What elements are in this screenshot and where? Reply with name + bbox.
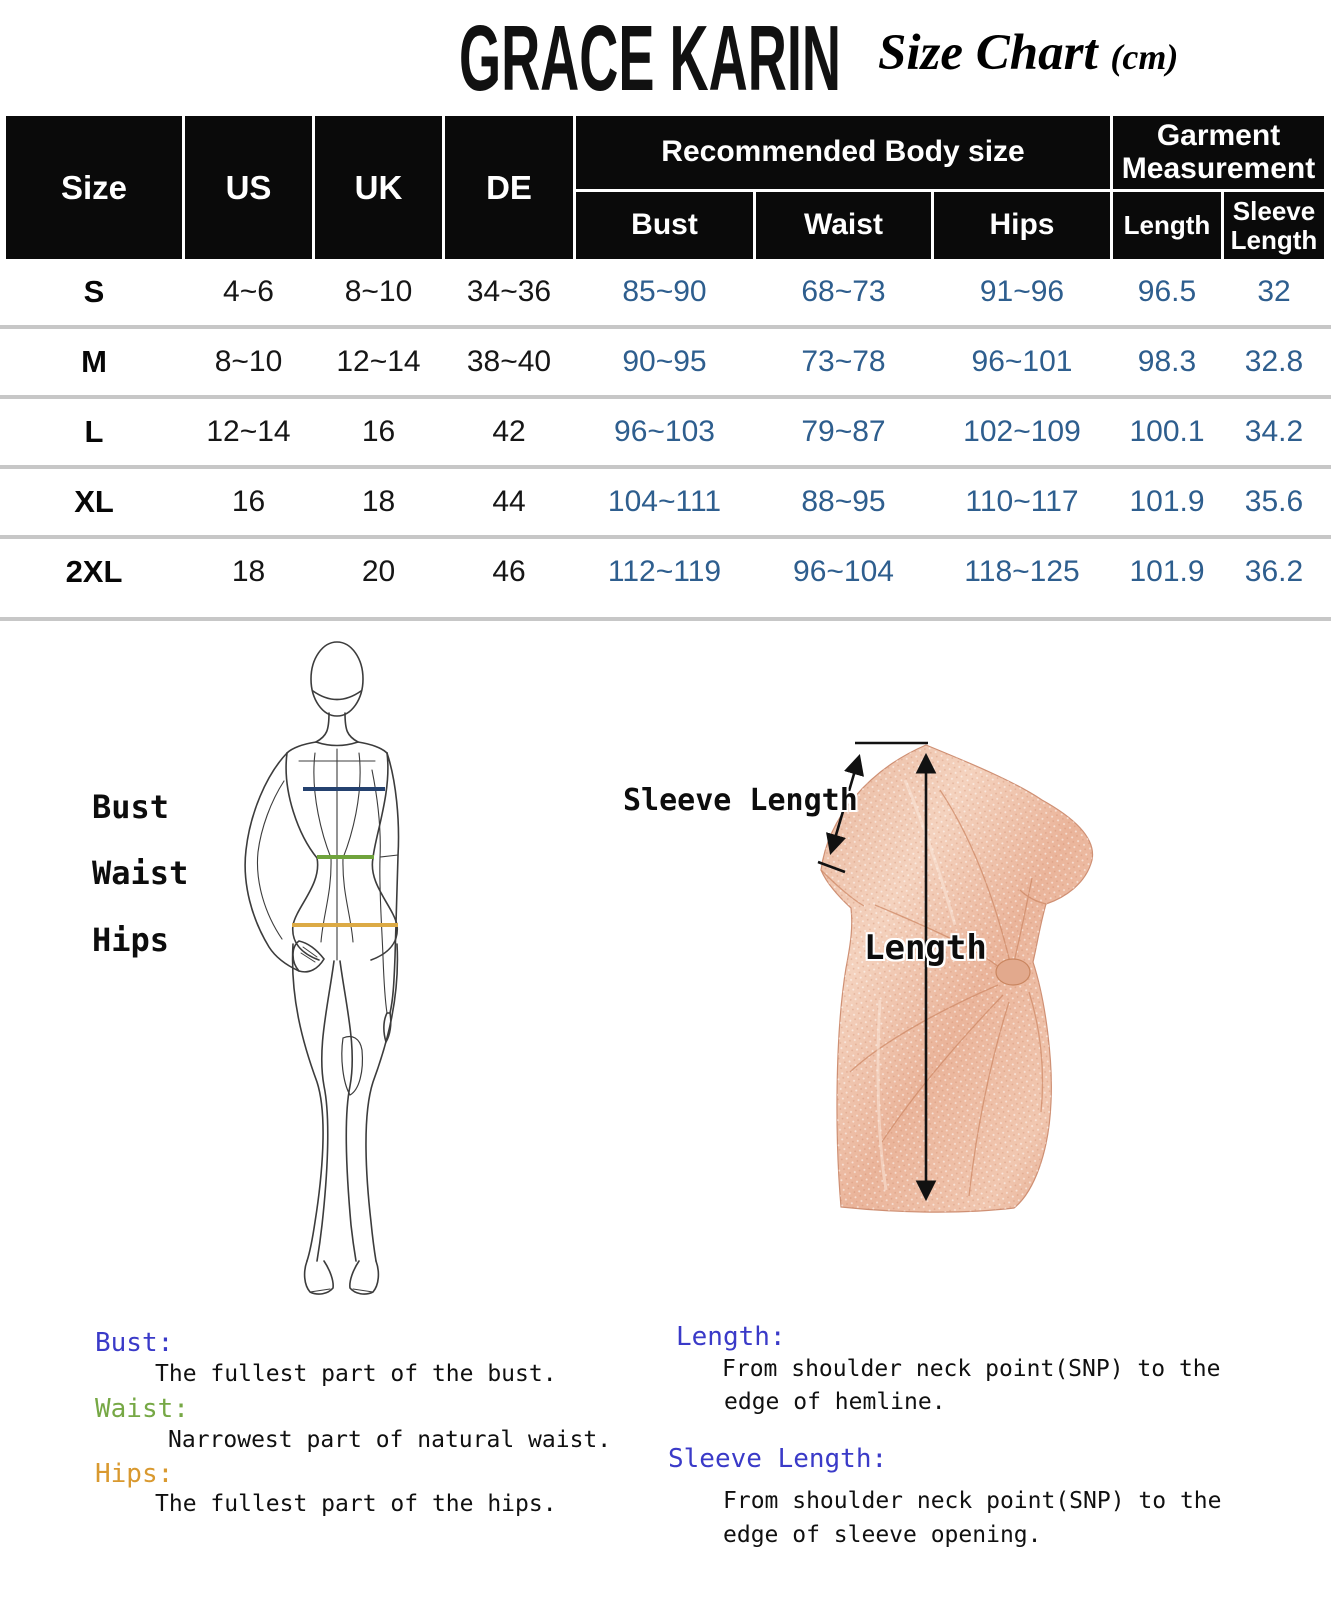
table-bottom-border (0, 617, 1331, 621)
cell-bust: 85~90 (622, 275, 707, 308)
group-header-garment: Garment Measurement (1113, 116, 1324, 189)
table-row (6, 469, 1324, 535)
cell-uk: 18 (361, 485, 396, 518)
cell-size: M (81, 344, 107, 379)
cell-hips: 110~117 (965, 485, 1079, 518)
cell-sleeve: 32 (1257, 275, 1291, 308)
size-table-header (6, 116, 1324, 259)
cell-length: 98.3 (1137, 345, 1197, 378)
bust-definition-term: Bust: (95, 1328, 174, 1358)
length-definition-line2: edge of hemline. (724, 1389, 946, 1415)
page-title (878, 24, 1278, 82)
column-header-waist: Waist (756, 192, 931, 259)
cell-uk: 8~10 (344, 275, 413, 308)
cell-size: 2XL (65, 554, 123, 589)
cell-size: S (83, 274, 105, 309)
column-header-bust: Bust (576, 192, 753, 259)
cell-us: 4~6 (223, 275, 274, 308)
group-header-body-size: Recommended Body size (576, 116, 1110, 189)
dress-knot (996, 959, 1030, 985)
page-title-unit: (cm) (1110, 37, 1179, 77)
length-definition-term: Length: (676, 1322, 786, 1352)
page-title-text: Size Chart (878, 25, 1098, 81)
brand-logo: GRACE KARIN (458, 7, 842, 112)
sleeve-definition-line2: edge of sleeve opening. (723, 1522, 1042, 1548)
cell-waist: 79~87 (801, 415, 886, 448)
waist-definition-text: Narrowest part of natural waist. (168, 1427, 612, 1453)
sleeve-definition-line1: From shoulder neck point(SNP) to the (723, 1488, 1222, 1514)
cell-bust: 104~111 (607, 485, 722, 518)
cell-hips: 102~109 (963, 415, 1081, 448)
length-definition-line1: From shoulder neck point(SNP) to the (722, 1356, 1221, 1382)
cell-us: 12~14 (206, 415, 291, 448)
cell-length: 101.9 (1129, 555, 1205, 588)
cell-size: L (84, 414, 104, 449)
cell-uk: 20 (361, 555, 396, 588)
cell-waist: 73~78 (801, 345, 886, 378)
figure-bust-label: Bust (92, 788, 170, 826)
cell-bust: 90~95 (622, 345, 707, 378)
dress-shape (821, 745, 1093, 1212)
cell-bust: 96~103 (614, 415, 715, 448)
cell-uk: 16 (361, 415, 396, 448)
table-row (6, 329, 1324, 395)
cell-hips: 91~96 (979, 275, 1065, 308)
cell-length: 100.1 (1129, 415, 1205, 448)
cell-length: 96.5 (1137, 275, 1197, 308)
cell-de: 46 (492, 555, 526, 588)
cell-de: 42 (492, 415, 526, 448)
cell-length: 101.9 (1129, 485, 1205, 518)
column-header-size: Size (6, 116, 182, 259)
hips-definition-term: Hips: (95, 1459, 174, 1489)
cell-us: 18 (231, 555, 266, 588)
table-row (6, 399, 1324, 465)
dress-sleeve-length-label: Sleeve Length (623, 783, 858, 818)
column-header-de: DE (445, 116, 573, 259)
hips-definition-text: The fullest part of the hips. (155, 1491, 557, 1517)
cell-us: 8~10 (214, 345, 283, 378)
sleeve-definition-term: Sleeve Length: (668, 1444, 888, 1474)
cell-us: 16 (231, 485, 266, 518)
cell-uk: 12~14 (336, 345, 421, 378)
cell-sleeve: 36.2 (1244, 555, 1304, 588)
cell-hips: 96~101 (971, 345, 1073, 378)
waist-definition-term: Waist: (95, 1394, 189, 1424)
cell-de: 38~40 (466, 345, 552, 378)
table-row (6, 259, 1324, 325)
column-header-length: Length (1113, 192, 1221, 259)
column-header-sleeve-length: Sleeve Length (1224, 192, 1324, 259)
cell-sleeve: 35.6 (1244, 485, 1304, 518)
cell-size: XL (74, 484, 114, 519)
column-header-uk: UK (315, 116, 442, 259)
cell-bust: 112~119 (607, 555, 722, 588)
bust-definition-text: The fullest part of the bust. (155, 1361, 557, 1387)
size-table (6, 116, 1324, 621)
cell-de: 34~36 (466, 275, 552, 308)
figure-hips-label: Hips (92, 921, 170, 959)
dress-length-label: Length (864, 928, 987, 968)
cell-waist: 68~73 (801, 275, 886, 308)
cell-hips: 118~125 (964, 555, 1080, 588)
cell-sleeve: 34.2 (1244, 415, 1304, 448)
table-row (6, 539, 1324, 605)
size-table-body (6, 259, 1324, 621)
cell-de: 44 (492, 485, 526, 518)
column-header-us: US (185, 116, 312, 259)
figure-waist-label: Waist (92, 854, 189, 892)
cell-sleeve: 32.8 (1244, 345, 1304, 378)
cell-waist: 88~95 (801, 485, 886, 518)
column-header-hips: Hips (934, 192, 1110, 259)
body-measurement-figure (170, 625, 480, 1305)
cell-waist: 96~104 (793, 555, 894, 588)
